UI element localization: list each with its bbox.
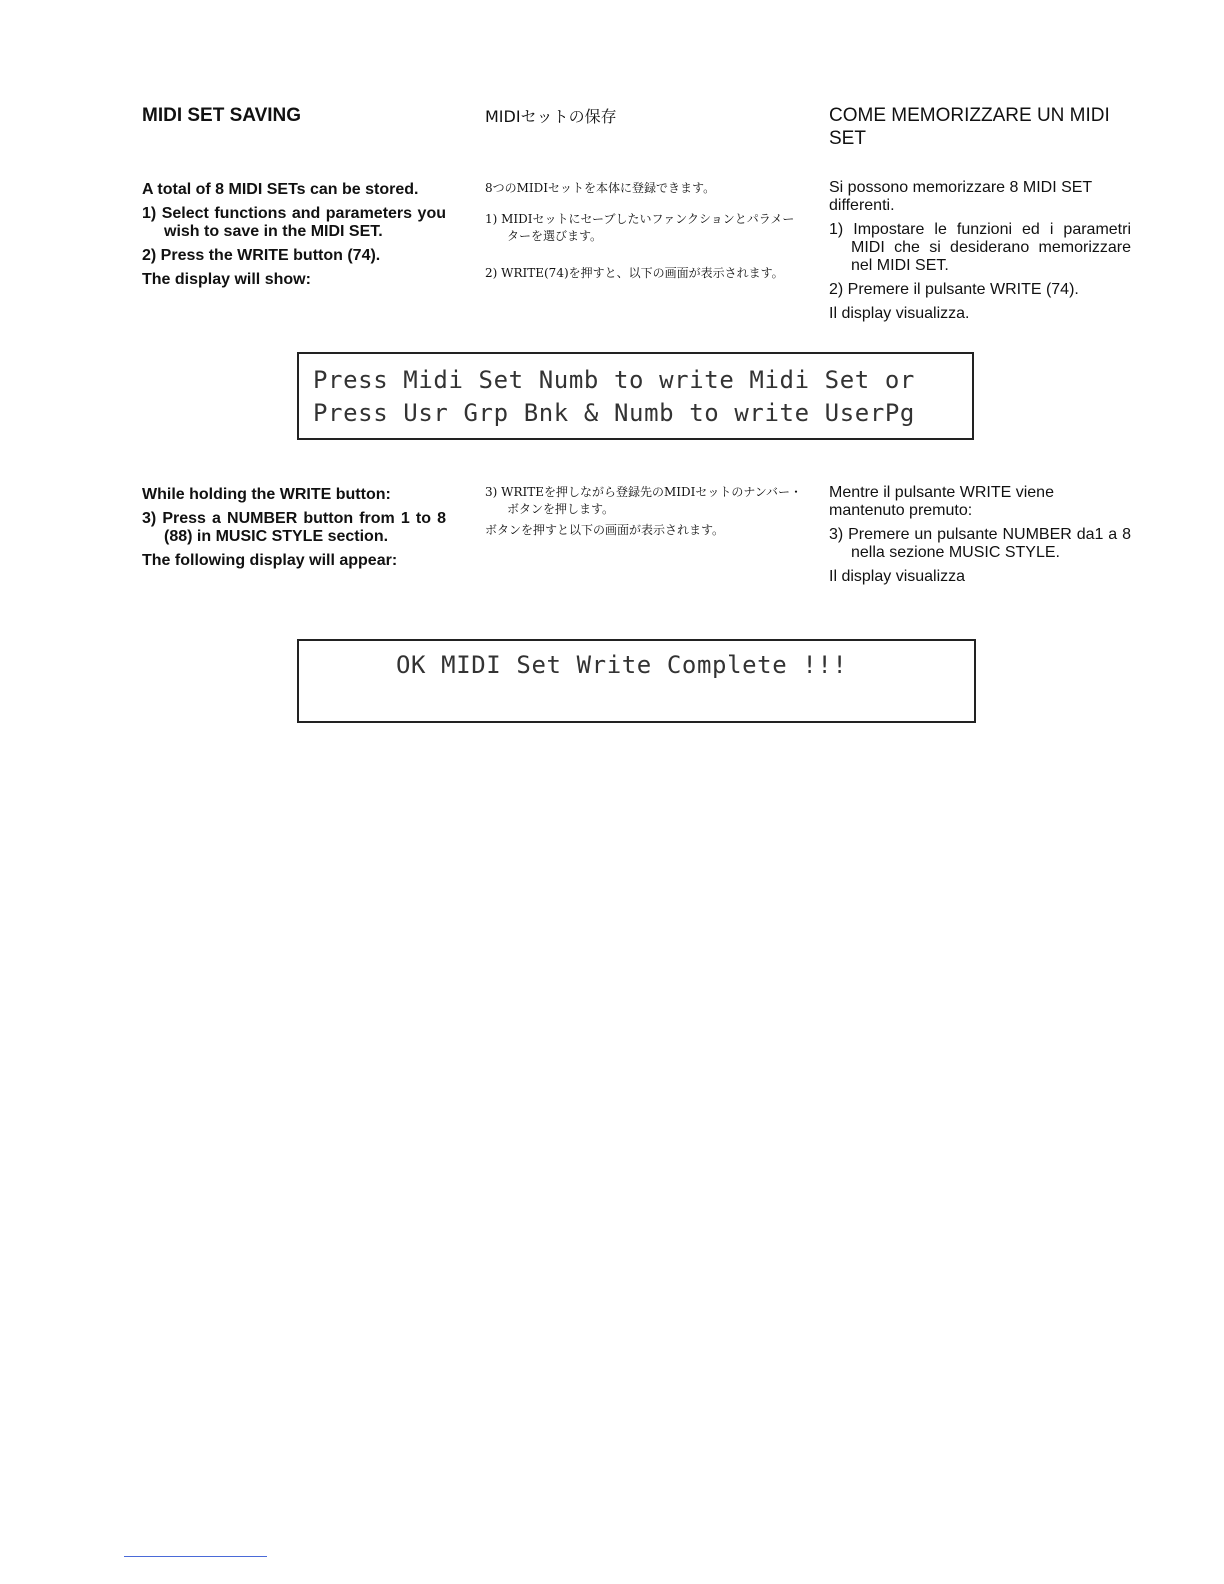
- intro-text: Mentre il pulsante WRITE viene mantenuto premuto:: [829, 484, 1054, 519]
- lcd-display-write-complete: [297, 639, 976, 723]
- lcd-line-2: Press Usr Grp Bnk & Numb to write UserPg: [313, 399, 915, 427]
- step-3: 3) WRITEを押しながら登録先のMIDIセットのナンバー・ボタンを押します。: [485, 485, 802, 516]
- display-note: The display will show:: [142, 271, 311, 288]
- footer-rule: [124, 1556, 267, 1557]
- title-english: MIDI SET SAVING: [142, 105, 302, 126]
- intro-text: 8つのMIDIセットを本体に登録できます。: [485, 181, 716, 195]
- intro-text: While holding the WRITE button:: [142, 486, 391, 503]
- step-1: 1) Select functions and parameters you wish to save in the MIDI SET.: [142, 205, 446, 240]
- intro-text: A total of 8 MIDI SETs can be stored.: [142, 181, 419, 198]
- display-note: Il display visualizza: [829, 568, 966, 585]
- intro-text: Si possono memorizzare 8 MIDI SET differenti.: [829, 179, 1092, 214]
- step-1: 1) MIDIセットにセーブしたいファンクションとパラメーターを選びます。: [485, 212, 795, 243]
- step-3: 3) Press a NUMBER button from 1 to 8 (88) in MUSIC STYLE section.: [142, 510, 446, 545]
- display-note: Il display visualizza.: [829, 305, 970, 322]
- lcd-line-1: Press Midi Set Numb to write Midi Set or: [313, 366, 915, 394]
- section1-japanese: [485, 180, 805, 288]
- display-note: The following display will appear:: [142, 552, 398, 569]
- title-italian: COME MEMORIZZARE UN MIDI SET: [829, 105, 1110, 149]
- step-1: 1) Impostare le funzioni ed i parametri MIDI che si desiderano memorizzare nel MIDI SET.: [829, 221, 1131, 274]
- step-3: 3) Premere un pulsante NUMBER da1 a 8 nella sezione MUSIC STYLE.: [829, 526, 1131, 561]
- section2-italian: [829, 484, 1131, 592]
- display-note: ボタンを押すと以下の画面が表示されます。: [485, 523, 725, 537]
- lcd-line-1: OK MIDI Set Write Complete !!!: [396, 651, 848, 679]
- step-2: 2) Premere il pulsante WRITE (74).: [829, 281, 1079, 298]
- section1-english: [142, 181, 446, 295]
- step-2: 2) Press the WRITE button (74).: [142, 247, 381, 264]
- section1-italian: [829, 179, 1131, 329]
- step-2: 2) WRITE(74)を押すと、以下の画面が表示されます。: [485, 266, 784, 280]
- section2-english: [142, 486, 446, 576]
- section2-japanese: [485, 484, 805, 545]
- lcd-display-write-prompt: [297, 352, 974, 440]
- title-japanese: MIDIセットの保存: [485, 107, 617, 126]
